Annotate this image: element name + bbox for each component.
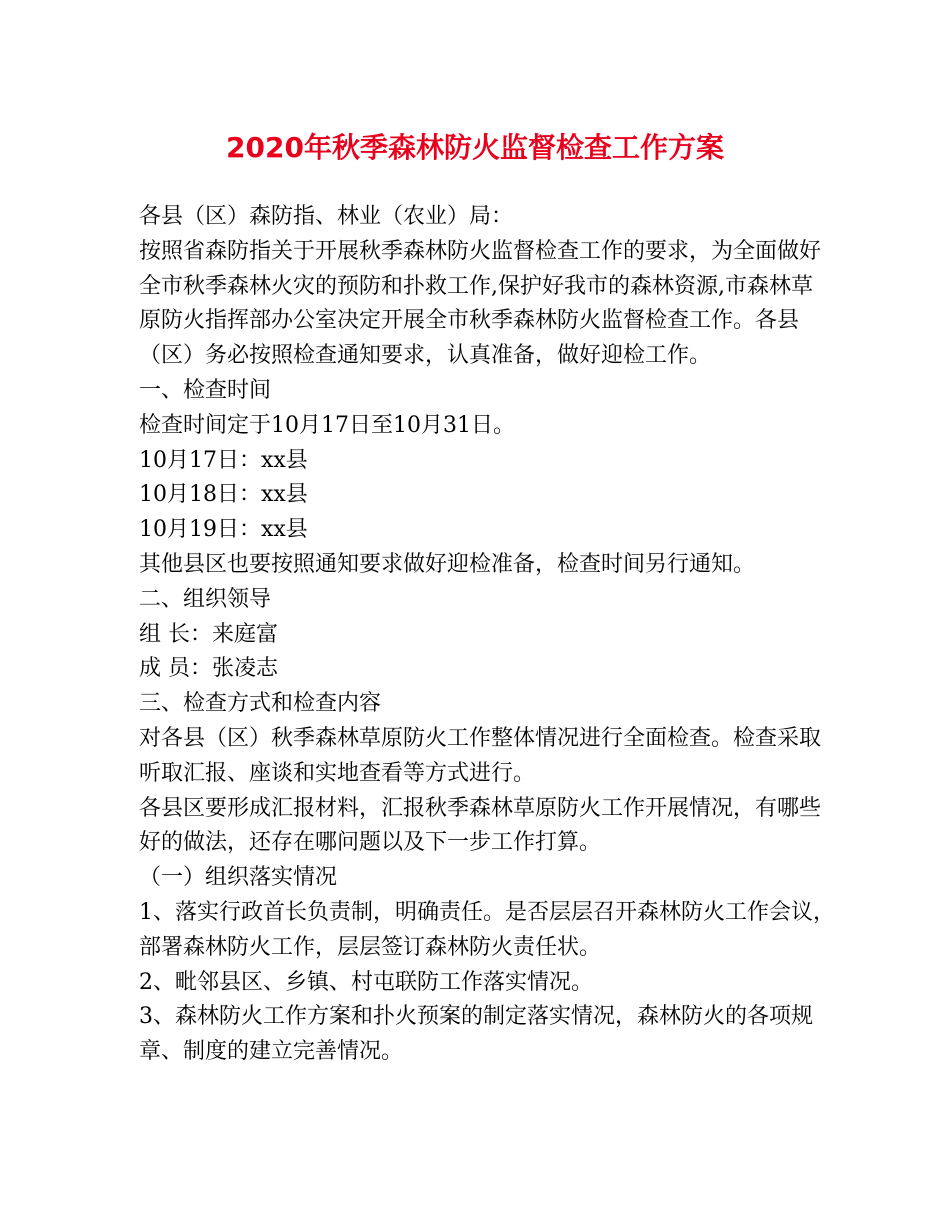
body-line: 原防火指挥部办公室决定开展全市秋季森林防火监督检查工作。各县 <box>139 308 800 334</box>
member-line: 成 员：张凌志 <box>139 656 278 682</box>
list-item: 1、落实行政首长负责制，明确责任。是否层层召开森林防火工作会议， <box>139 899 835 925</box>
list-item: 3、森林防火工作方案和扑火预案的制定落实情况，森林防火的各项规 <box>139 1004 813 1030</box>
body-line: 检查时间定于10月17日至10月31日。 <box>139 412 515 438</box>
body-line: 各县（区）森防指、林业（农业）局： <box>139 204 514 229</box>
list-item: 2、毗邻县区、乡镇、村屯联防工作落实情况。 <box>139 969 593 995</box>
schedule-item: 10月19日：xx县 <box>139 517 308 543</box>
leader-line: 组 长：来庭富 <box>139 621 278 647</box>
subsection-heading: （一）组织落实情况 <box>139 865 338 891</box>
document-body <box>139 200 835 1070</box>
body-line: 全市秋季森林火灾的预防和扑救工作,保护好我市的森林资源,市森林草 <box>139 273 813 299</box>
schedule-item: 10月18日：xx县 <box>139 482 308 508</box>
body-line: 好的做法，还存在哪问题以及下一步工作打算。 <box>139 830 602 856</box>
list-item-continuation: 部署森林防火工作，层层签订森林防火责任状。 <box>139 934 602 960</box>
body-line: 各县区要形成汇报材料，汇报秋季森林草原防火工作开展情况，有哪些 <box>139 795 822 821</box>
body-line: 听取汇报、座谈和实地查看等方式进行。 <box>139 760 536 786</box>
body-line: 对各县（区）秋季森林草原防火工作整体情况进行全面检查。检查采取 <box>139 725 822 751</box>
body-line: 按照省森防指关于开展秋季森林防火监督检查工作的要求，为全面做好 <box>139 238 822 264</box>
list-item-continuation: 章、制度的建立完善情况。 <box>139 1039 404 1065</box>
section-heading: 二、组织领导 <box>139 586 272 612</box>
schedule-item: 10月17日：xx县 <box>139 447 308 473</box>
body-line: （区）务必按照检查通知要求，认真准备，做好迎检工作。 <box>139 343 712 369</box>
section-heading: 一、检查时间 <box>139 377 272 403</box>
body-line: 其他县区也要按照通知要求做好迎检准备，检查时间另行通知。 <box>139 551 756 577</box>
section-heading: 三、检查方式和检查内容 <box>139 691 382 717</box>
document-title: 2020年秋季森林防火监督检查工作方案 <box>226 131 724 164</box>
